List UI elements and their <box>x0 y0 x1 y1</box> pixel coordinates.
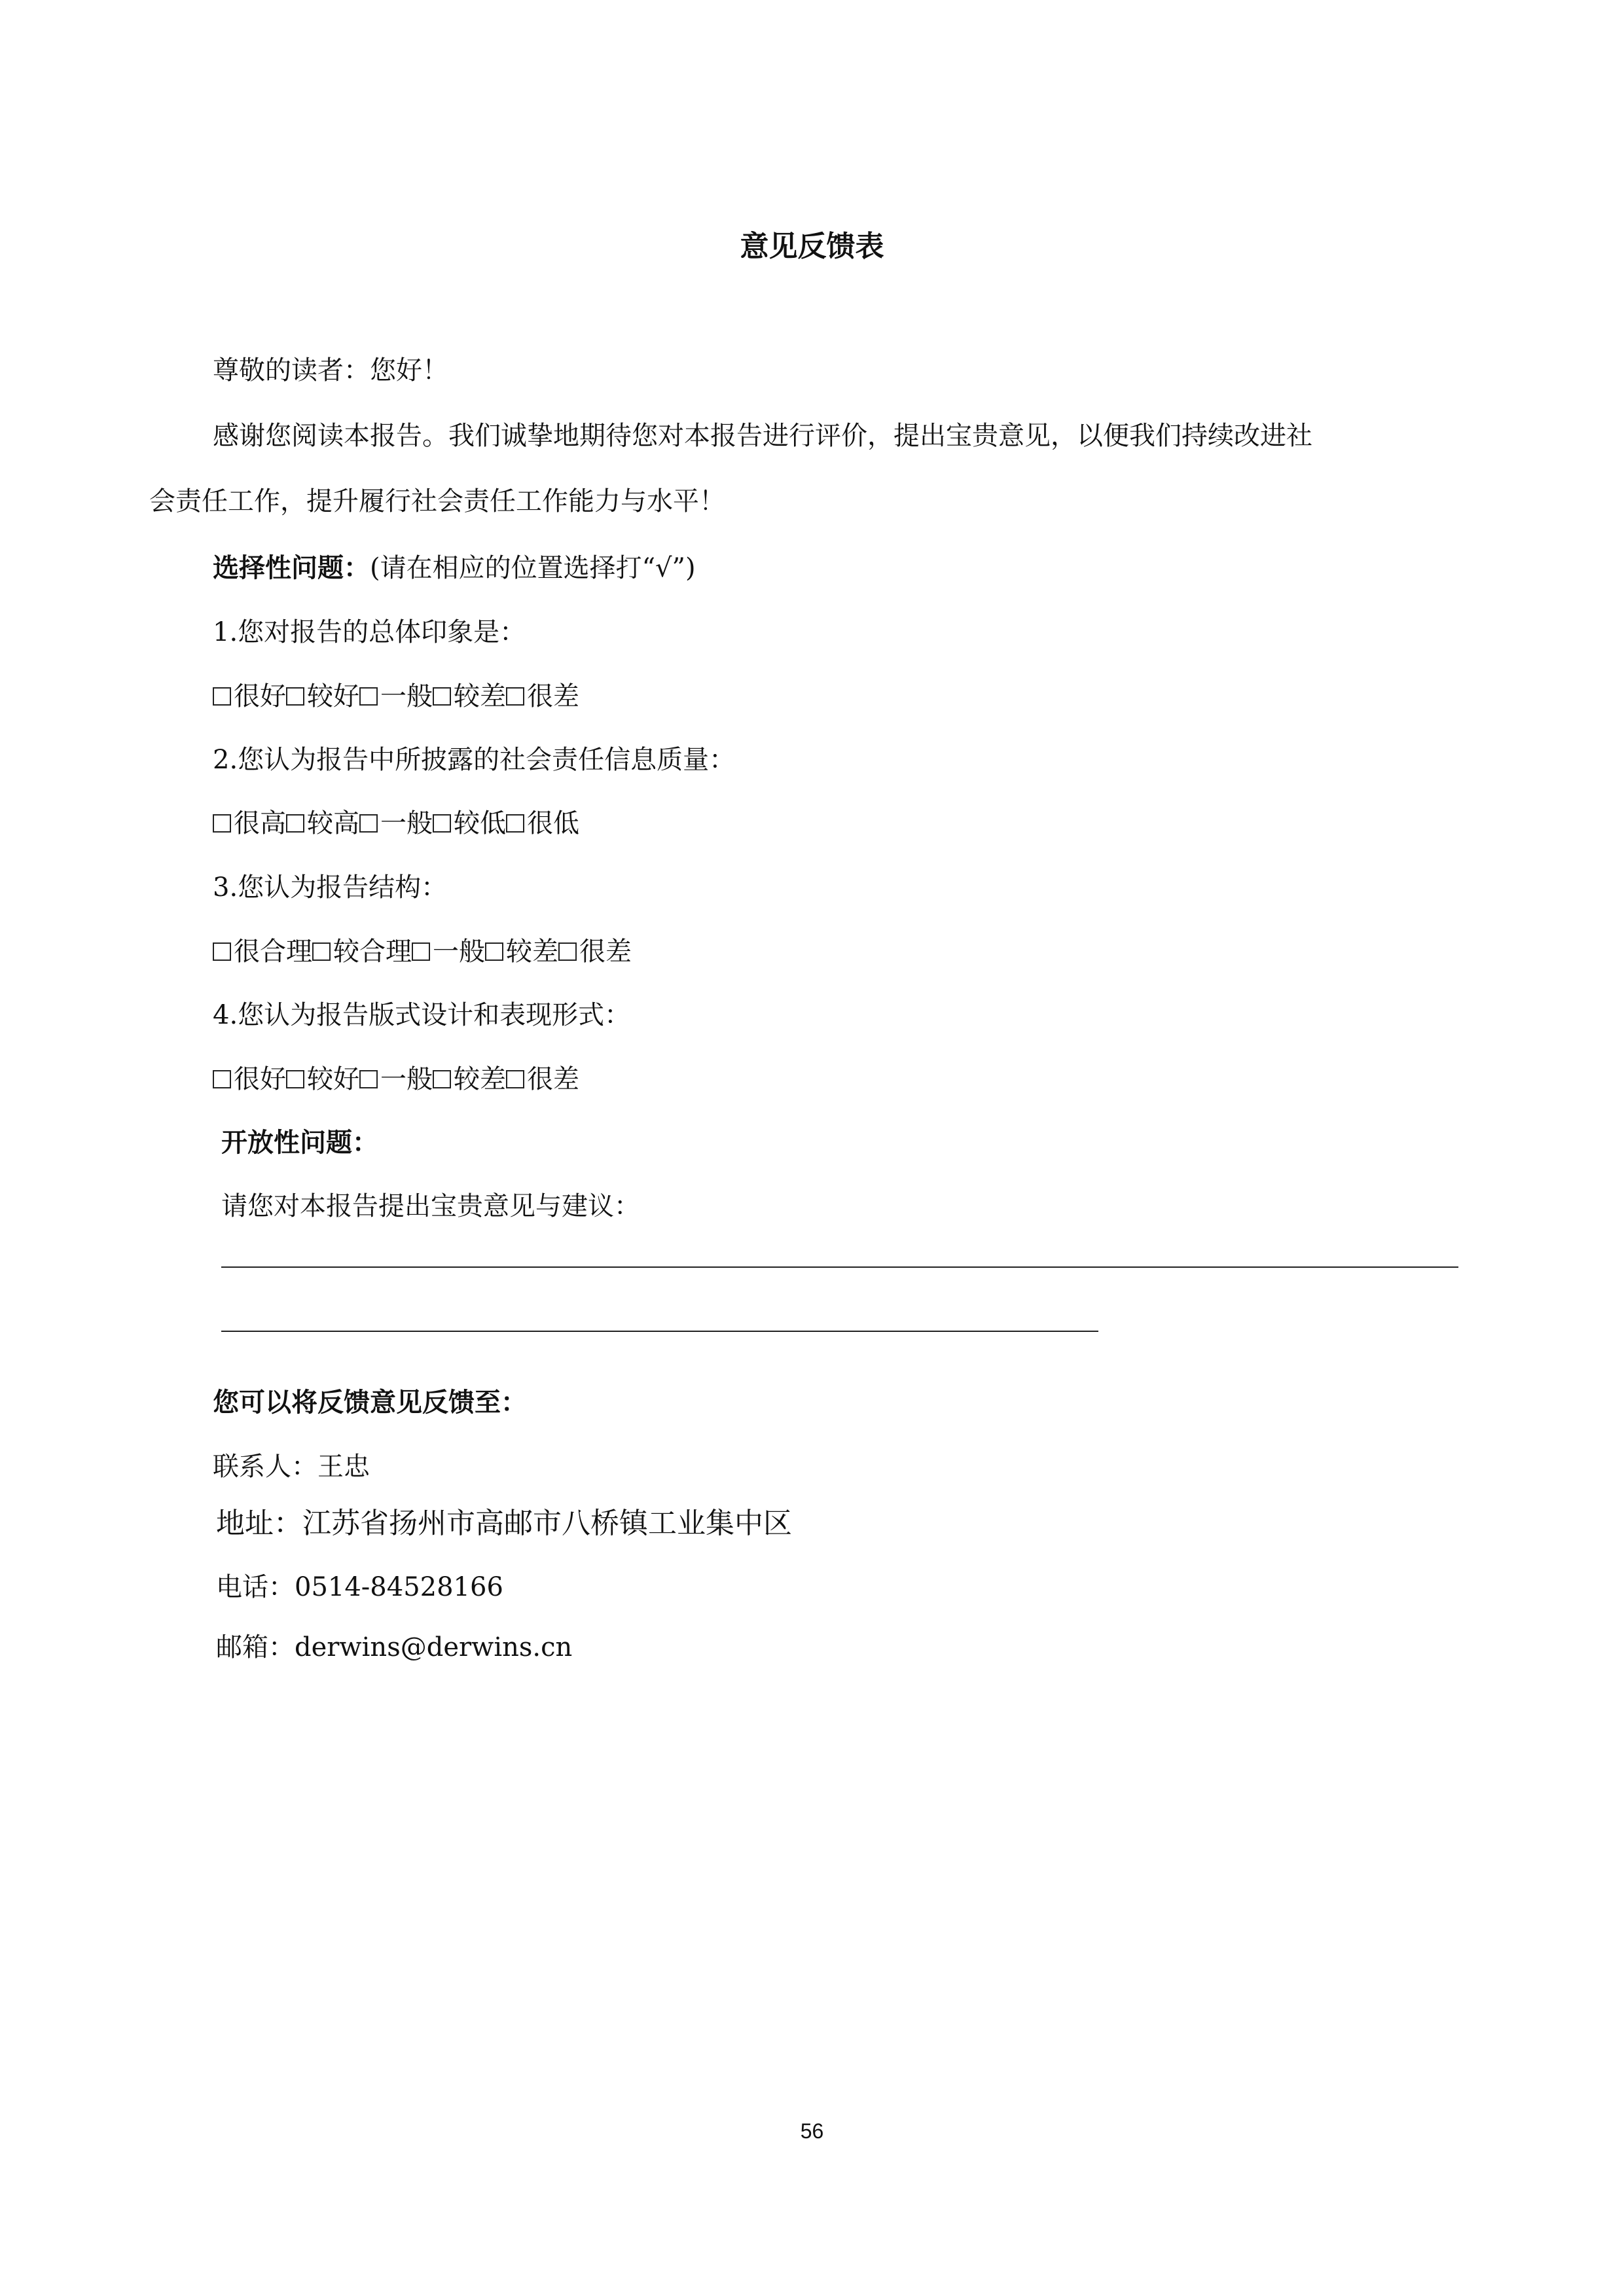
answer-line-1[interactable] <box>221 1266 1458 1268</box>
checkbox[interactable] <box>286 814 304 833</box>
page-number: 56 <box>800 2119 824 2143</box>
option-label: 很好 <box>234 681 286 711</box>
open-heading: 开放性问题： <box>221 1128 378 1158</box>
question-4-text: 4.您认为报告版式设计和表现形式： <box>213 1000 631 1030</box>
question-2-text: 2.您认为报告中所披露的社会责任信息质量： <box>213 745 736 775</box>
checkbox[interactable] <box>506 1070 524 1088</box>
option[interactable] <box>359 1061 433 1098</box>
checkbox[interactable] <box>286 687 304 706</box>
option-label: 很差 <box>527 1064 579 1094</box>
option-label: 较差 <box>454 681 506 711</box>
option-label: 一般 <box>433 937 485 967</box>
option[interactable] <box>359 805 433 842</box>
option[interactable] <box>286 1061 359 1098</box>
option[interactable] <box>312 933 412 970</box>
checkbox[interactable] <box>433 1070 451 1088</box>
option[interactable] <box>433 1061 506 1098</box>
feedback-heading: 您可以将反馈意见反馈至： <box>213 1388 527 1418</box>
option-label: 较低 <box>454 808 506 838</box>
option-label: 较差 <box>454 1064 506 1094</box>
intro-line-2: 会责任工作，提升履行社会责任工作能力与水平！ <box>149 486 725 516</box>
checkbox[interactable] <box>506 687 524 706</box>
option-label: 较合理 <box>333 937 412 967</box>
greeting: 尊敬的读者：您好！ <box>213 355 448 386</box>
email: 邮箱：derwins@derwins.cn <box>216 1632 573 1662</box>
contact-person: 联系人：王忠 <box>213 1452 370 1482</box>
option[interactable] <box>433 678 506 715</box>
phone: 电话：0514-84528166 <box>216 1572 503 1602</box>
checkbox[interactable] <box>433 687 451 706</box>
checkbox[interactable] <box>558 942 577 961</box>
option[interactable] <box>213 933 312 970</box>
option-label: 很高 <box>234 808 286 838</box>
checkbox[interactable] <box>213 814 231 833</box>
question-1-options <box>213 678 579 715</box>
option-label: 很差 <box>579 937 632 967</box>
answer-line-2[interactable] <box>221 1331 1098 1332</box>
choice-section <box>213 550 696 586</box>
option[interactable] <box>213 678 286 715</box>
checkbox[interactable] <box>286 1070 304 1088</box>
option[interactable] <box>433 805 506 842</box>
option[interactable] <box>213 805 286 842</box>
option[interactable] <box>506 1061 579 1098</box>
question-1-text: 1.您对报告的总体印象是： <box>213 617 526 647</box>
checkbox[interactable] <box>359 814 378 833</box>
option-label: 很低 <box>527 808 579 838</box>
checkbox[interactable] <box>412 942 430 961</box>
question-3-text: 3.您认为报告结构： <box>213 872 448 903</box>
option[interactable] <box>506 678 579 715</box>
option-label: 一般 <box>380 1064 433 1094</box>
choice-heading: 选择性问题： <box>213 553 370 583</box>
address: 地址：江苏省扬州市高邮市八桥镇工业集中区 <box>216 1507 792 1540</box>
option-label: 很合理 <box>234 937 312 967</box>
option-label: 很好 <box>234 1064 286 1094</box>
checkbox[interactable] <box>213 942 231 961</box>
option-label: 一般 <box>380 681 433 711</box>
option-label: 较好 <box>307 681 359 711</box>
page-title: 意见反馈表 <box>740 230 884 263</box>
checkbox[interactable] <box>359 687 378 706</box>
option[interactable] <box>558 933 632 970</box>
option[interactable] <box>286 805 359 842</box>
option[interactable] <box>286 678 359 715</box>
option-label: 一般 <box>380 808 433 838</box>
checkbox[interactable] <box>506 814 524 833</box>
option-label: 很差 <box>527 681 579 711</box>
option-label: 较高 <box>307 808 359 838</box>
option[interactable] <box>412 933 485 970</box>
choice-hint: (请在相应的位置选择打“√”) <box>370 553 696 583</box>
checkbox[interactable] <box>213 1070 231 1088</box>
option[interactable] <box>506 805 579 842</box>
option[interactable] <box>359 678 433 715</box>
checkbox[interactable] <box>312 942 331 961</box>
option[interactable] <box>485 933 558 970</box>
option-label: 较好 <box>307 1064 359 1094</box>
question-2-options <box>213 805 579 842</box>
checkbox[interactable] <box>213 687 231 706</box>
open-prompt: 请您对本报告提出宝贵意见与建议： <box>221 1191 640 1221</box>
question-4-options <box>213 1061 579 1098</box>
question-3-options <box>213 933 632 970</box>
checkbox[interactable] <box>433 814 451 833</box>
option-label: 较差 <box>506 937 558 967</box>
checkbox[interactable] <box>359 1070 378 1088</box>
intro-line-1: 感谢您阅读本报告。我们诚挚地期待您对本报告进行评价，提出宝贵意见，以便我们持续改进社 <box>213 421 1312 451</box>
checkbox[interactable] <box>485 942 503 961</box>
option[interactable] <box>213 1061 286 1098</box>
